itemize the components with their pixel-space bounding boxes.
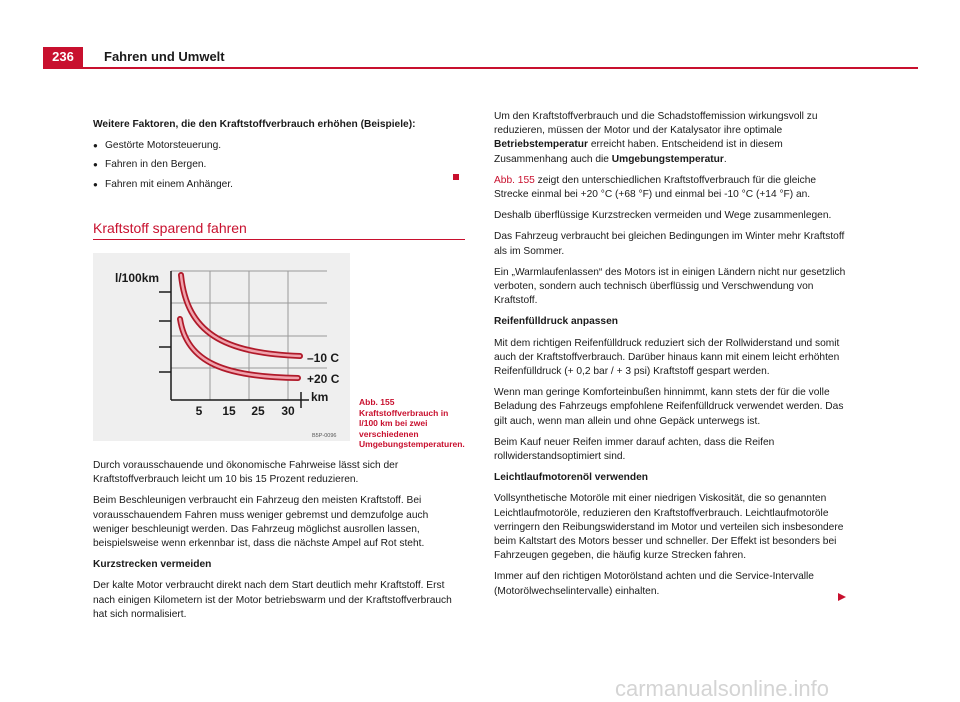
list-item: ● Fahren in den Bergen.	[93, 158, 465, 172]
factors-list	[93, 139, 465, 192]
text-run: .	[723, 153, 727, 165]
paragraph: Beim Kauf neuer Reifen immer darauf achten, dass die Reifen rollwiderstandsoptimiert sind.	[494, 436, 775, 463]
paragraph: Der kalte Motor verbraucht direkt nach dem Start deutlich mehr Kraftstoff. Erst nach einigen Kilometern ist der Motor betriebswarm und der Kraftstoffverbrauch hat sich normalisiert.	[93, 580, 452, 620]
continue-arrow-icon	[838, 593, 846, 601]
chapter-title: Fahren und Umwelt	[104, 49, 225, 64]
left-column-body	[93, 459, 465, 629]
paragraph: Das Fahrzeug verbraucht bei gleichen Bedingungen im Winter mehr Kraftstoff als im Sommer.	[494, 231, 845, 257]
curve-label-warm: +20 C	[307, 372, 340, 386]
right-column	[494, 110, 846, 606]
figure-caption: Abb. 155 Kraftstoffverbrauch in l/100 km bei zwei verschiedenen Umgebungstemperaturen.	[359, 397, 465, 449]
x-tick-label: 5	[195, 404, 203, 418]
fuel-consumption-diagram	[93, 253, 350, 441]
text-run: zeigt den unterschiedlichen Kraftstoffverbrauch für die gleiche Strecke einmal bei +20 °C (+68 °F) und einmal bei -10 °C (+14 °F) an.	[494, 174, 817, 201]
y-axis-label: l/100km	[115, 271, 160, 285]
paragraph: Mit dem richtigen Reifenfülldruck reduziert sich der Rollwiderstand und somit auch der Kraftstoffverbrauch. Darüber hinaus kann mit einem leicht erhöhten Reifenfülldruck (+ 0,2 bar / + 3 psi) Kraftstoff gespart werden.	[494, 337, 840, 378]
paragraph: Deshalb überflüssige Kurzstrecken vermeiden und Wege zusammenlegen.	[494, 210, 832, 222]
paragraph: Vollsynthetische Motoröle mit einer niedrigen Viskosität, die so genannten Leichtlaufmotoröle, reduzieren den Kraftstoffverbrauch. Leichtlaufmotoröle verringern den Reibungswiderstand im Motor und verteilen sich insbesondere beim Kaltstart des Motors besser und schneller. Der Effekt ist besonders bei Fahrzeugen gegeben, die häufig kurze Strecken fahren.	[494, 493, 844, 562]
figure-reference-link[interactable]: Abb. 155	[494, 174, 535, 186]
factors-heading: Weitere Faktoren, die den Kraftstoffverbrauch erhöhen (Beispiele):	[93, 119, 416, 130]
subheading: Reifenfülldruck anpassen	[494, 316, 618, 328]
list-item: ● Fahren mit einem Anhänger.	[93, 178, 465, 192]
text-run: erreicht haben. Entscheidend ist in diesem Zusammenhang auch die	[494, 139, 783, 165]
paragraph: Durch vorausschauende und ökonomische Fahrweise lässt sich der Kraftstoffverbrauch leicht um 10 bis 15 Prozent reduzieren.	[93, 460, 399, 486]
x-tick-label: 30	[281, 404, 295, 418]
page-header	[43, 47, 918, 69]
watermark: carmanualsonline.info	[615, 676, 830, 701]
list-item: ● Gestörte Motorsteuerung.	[93, 139, 465, 153]
paragraph: Ein „Warmlaufenlassen“ des Motors ist in einigen Ländern nicht nur gesetzlich verboten, sondern auch technisch überflüssig und Verschwendung von Kraftstoff.	[494, 266, 846, 307]
section-end-marker	[453, 174, 459, 180]
bold-term: Umgebungstemperatur	[611, 153, 724, 165]
fuel-consumption-figure	[93, 253, 350, 441]
subheading: Leichtlaufmotorenöl verwenden	[494, 472, 648, 484]
left-column	[93, 118, 465, 197]
paragraph	[494, 110, 846, 167]
paragraph: Wenn man geringe Komforteinbußen hinnimmt, kann stets der für die volle Beladung des Fahrzeugs empfohlene Reifenfülldruck verwendet werden. Das gilt auch, wenn man allein und ohne Gepäck unterwegs ist.	[494, 387, 844, 427]
figure-code: B5P-0096	[312, 433, 337, 439]
paragraph: Beim Beschleunigen verbraucht ein Fahrzeug den meisten Kraftstoff. Bei vorausschauendem Fahren muss weniger gebremst und demzufolge auch weniger beschleunigt werden. Das Fahrzeug möglichst ausrollen lassen, beispielsweise wenn erkennbar ist, dass die nächste Ampel auf Rot steht.	[93, 495, 429, 550]
curve-label-cold: –10 C	[307, 351, 340, 365]
paragraph: Immer auf den richtigen Motorölstand achten und die Service-Intervalle (Motorölwechselintervalle) einhalten.	[494, 571, 814, 597]
text-run: Um den Kraftstoffverbrauch und die Schadstoffemission wirkungsvoll zu reduzieren, müssen der Motor und der Katalysator ihre optimale	[494, 111, 818, 137]
x-tick-label: 25	[251, 404, 265, 418]
x-tick-label: 15	[222, 404, 236, 418]
section-title: Kraftstoff sparend fahren	[93, 220, 465, 240]
x-axis-unit: km	[311, 390, 329, 404]
paragraph	[494, 174, 846, 202]
subheading: Kurzstrecken vermeiden	[93, 559, 212, 571]
page-number: 236	[43, 47, 83, 67]
bold-term: Betriebstemperatur	[494, 139, 588, 151]
